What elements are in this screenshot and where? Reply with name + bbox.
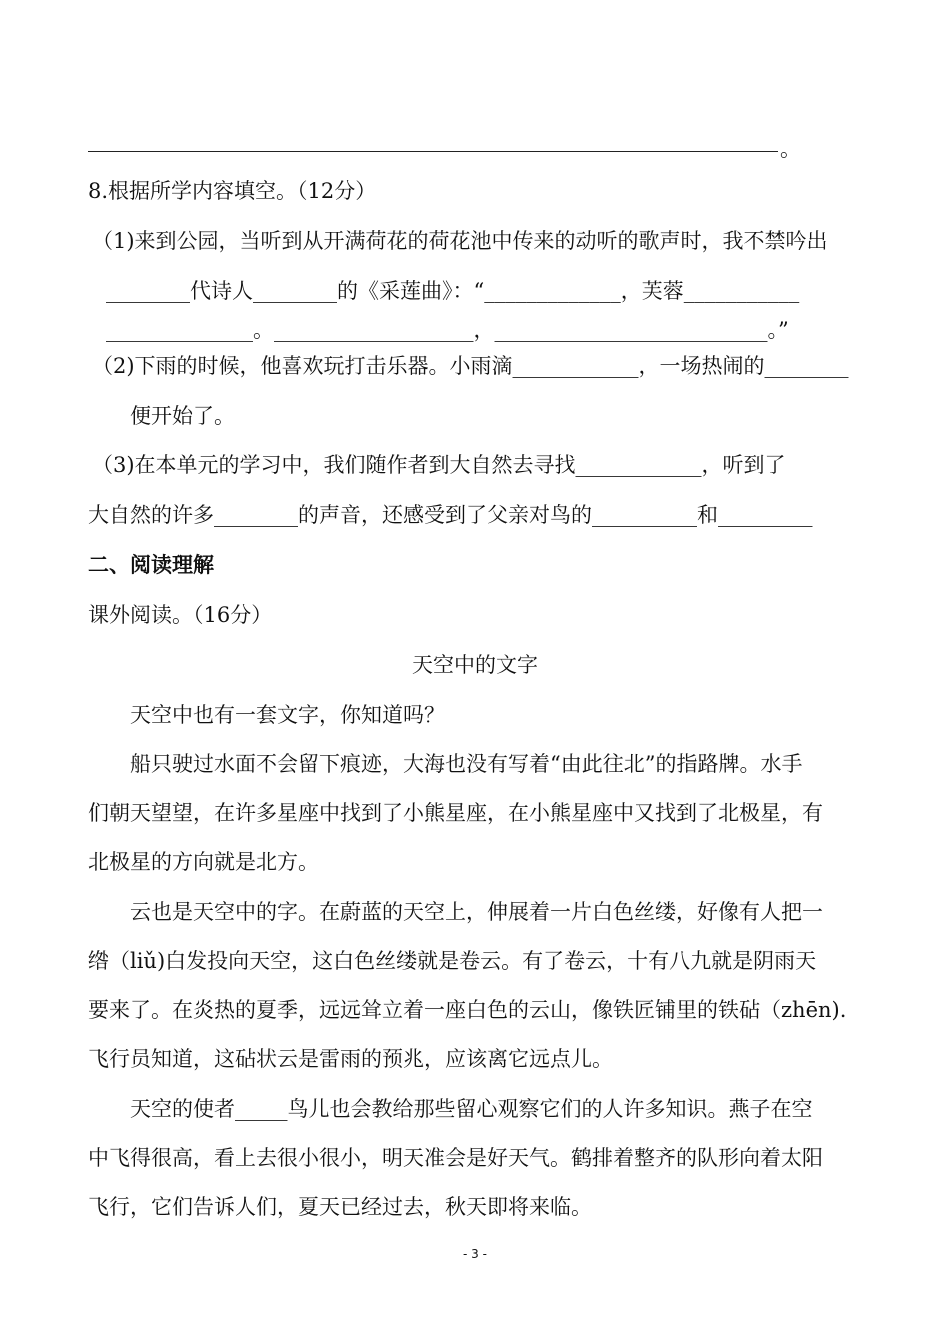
para2-line2: 们朝天望望，在许多星座中找到了小熊星座，在小熊星座中又找到了北极星，有 [88,801,823,825]
q8-1-line3: ______________。___________________，__________________________。” [106,318,789,342]
passage-title: 天空中的文字 [412,653,538,677]
para4-line3: 飞行，它们告诉人们，夏天已经过去，秋天即将来临。 [88,1195,592,1219]
q8-heading: 8.根据所学内容填空。（12分） [88,179,377,203]
para4-line2: 中飞得很高，看上去很小很小，明天准会是好天气。鹤排着整齐的队形向着太阳 [88,1146,823,1170]
q8-3-line2: 大自然的许多________的声音，还感受到了父亲对鸟的__________和_________ [88,503,813,527]
q8-2-line1: （2)下雨的时候，他喜欢玩打击乐器。小雨滴____________，一场热闹的________ [92,354,849,378]
reading-intro: 课外阅读。（16分） [88,603,273,627]
q8-2-line2: 便开始了。 [130,404,235,428]
para4-line1: 天空的使者_____鸟儿也会教给那些留心观察它们的人许多知识。燕子在空 [130,1097,813,1121]
para1: 天空中也有一套文字，你知道吗？ [130,703,445,727]
q8-1-line2: ________代诗人________的《采莲曲》：“_____________，芙蓉___________ [106,279,800,303]
para2-line1: 船只驶过水面不会留下痕迹，大海也没有写着“由此往北”的指路牌。水手 [130,752,803,776]
para3-line1: 云也是天空中的字。在蔚蓝的天空上，伸展着一片白色丝缕，好像有人把一 [130,900,823,924]
para3-line3: 要来了。在炎热的夏季，远远耸立着一座白色的云山，像铁匠铺里的铁砧（zhēn). [88,998,847,1022]
para2-line3: 北极星的方向就是北方。 [88,850,319,874]
para3-line2: 绺（liǔ)白发投向天空，这白色丝缕就是卷云。有了卷云，十有八九就是阴雨天 [88,949,817,973]
q8-3-line1: （3)在本单元的学习中，我们随作者到大自然去寻找____________，听到了 [92,453,786,477]
answer-line-end: 。 [780,137,801,161]
q8-1-line1: （1)来到公园，当听到从开满荷花的荷花池中传来的动听的歌声时，我不禁吟出 [92,229,828,253]
section-heading: 二、阅读理解 [88,553,214,577]
page-number: - 3 - [463,1247,487,1261]
para3-line4: 飞行员知道，这砧状云是雷雨的预兆，应该离它远点儿。 [88,1047,613,1071]
answer-line [88,151,778,152]
